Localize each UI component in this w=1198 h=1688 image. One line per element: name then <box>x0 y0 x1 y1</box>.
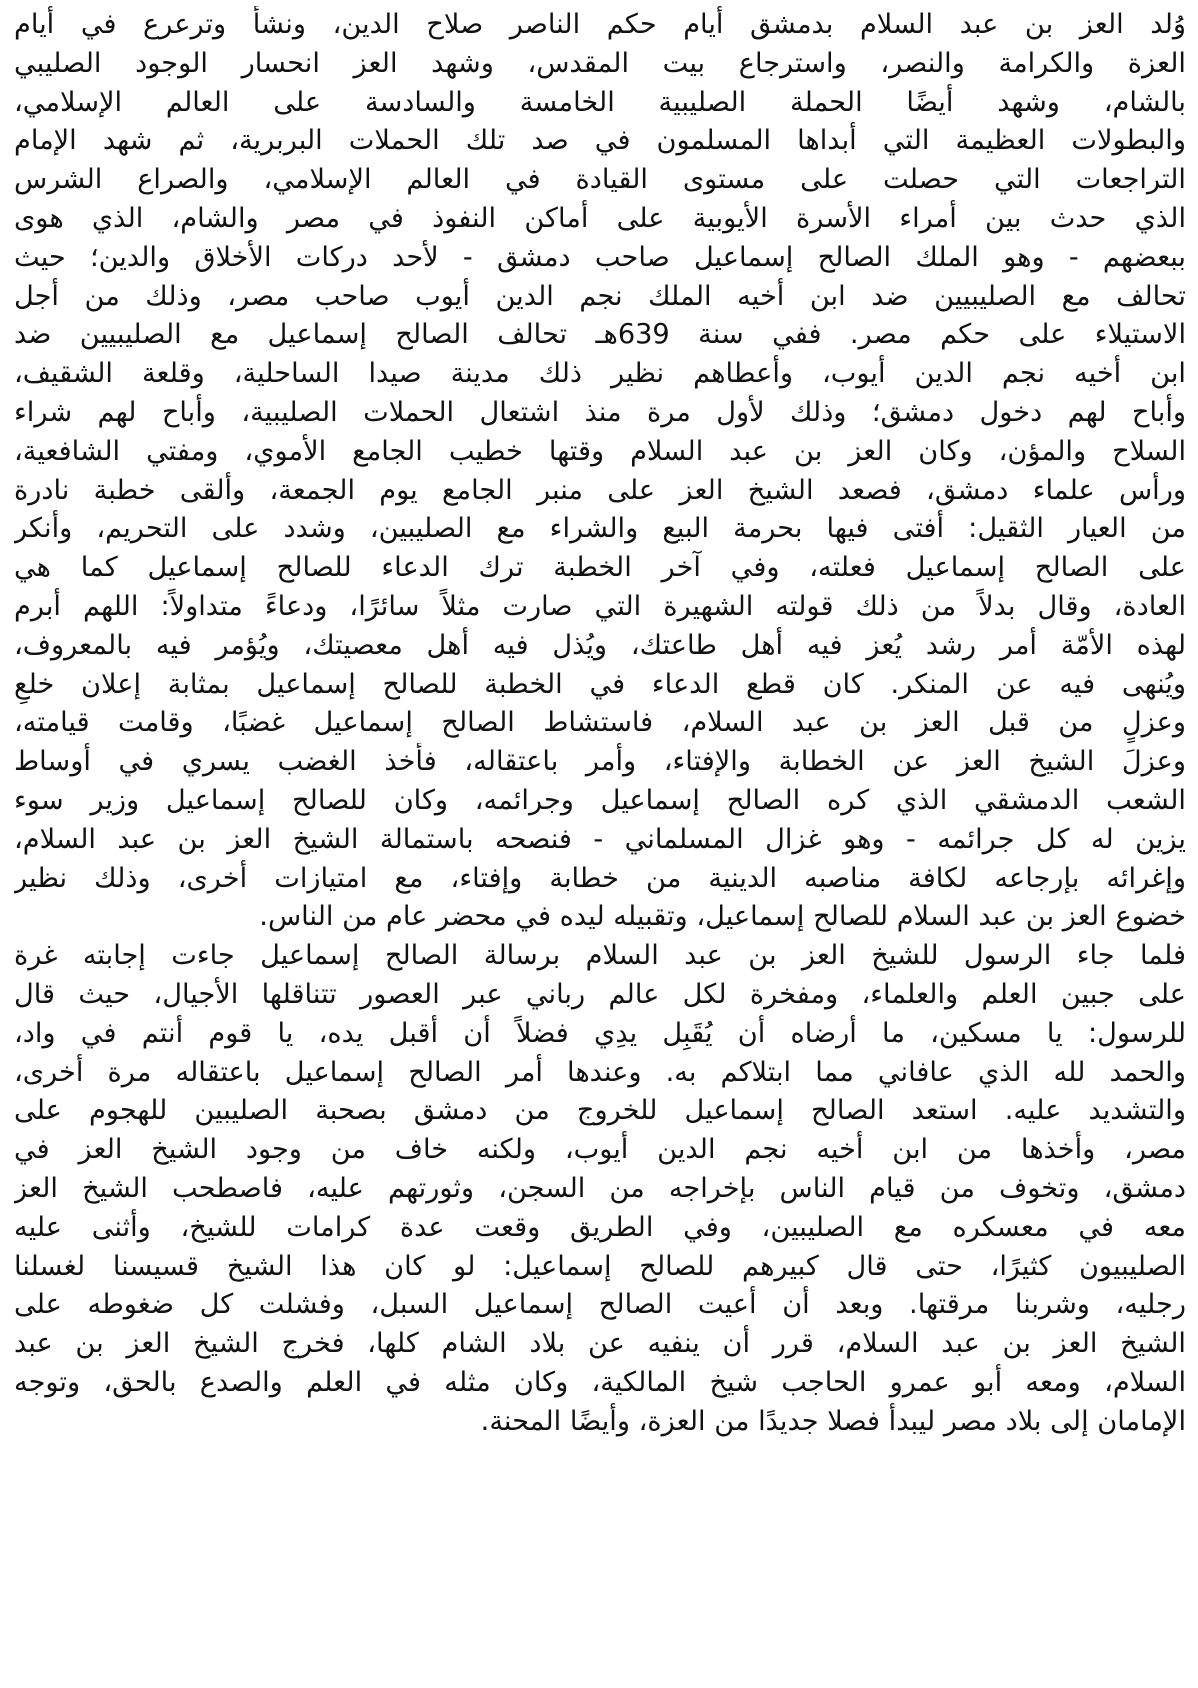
text-line: للرسول: يا مسكين، ما أرضاه أن يُقَبِل يدِي فضلاً أن أقبل يده، يا قوم أنتم في واد، <box>14 1017 1186 1049</box>
text-line: التراجعات التي حصلت على مستوى القيادة في العالم الإسلامي، والصراع الشرس <box>14 164 1186 196</box>
text-line: معه في معسكره مع الصليبين، وفي الطريق وقعت عدة كرامات للشيخ، وأثنى عليه <box>14 1211 1186 1243</box>
text-line: العادة، وقال بدلاً من ذلك قولته الشهيرة التي صارت مثلاً سائرًا، ودعاءً متداولاً: اللهم أبرم <box>14 590 1186 622</box>
text-line: دمشق، وتخوف من قيام الناس بإخراجه من السجن، وثورتهم عليه، فاصطحب الشيخ العز <box>14 1172 1186 1204</box>
text-line: وإغرائه بإرجاعه لكافة مناصبه الدينية من خطابة وإفتاء، مع امتيازات أخرى، وذلك نظير <box>14 862 1186 894</box>
text-line: الشيخ العز بن عبد السلام، قرر أن ينفيه عن بلاد الشام كلها، فخرج الشيخ العز بن عبد <box>14 1328 1186 1360</box>
text-line: والبطولات العظيمة التي أبداها المسلمون في صد تلك الحملات البربرية، ثم شهد الإمام <box>14 125 1186 157</box>
text-line: ابن أخيه نجم الدين أيوب، وأعطاهم نظير ذلك مدينة صيدا الساحلية، وقلعة الشقيف، <box>14 358 1186 390</box>
text-line: ويُنهى فيه عن المنكر. كان قطع الدعاء في الخطبة للصالح إسماعيل بمثابة إعلان خلعٍ <box>14 668 1186 700</box>
text-line: وُلد العز بن عبد السلام بدمشق أيام حكم الناصر صلاح الدين، ونشأ وترعرع في أيام <box>14 9 1186 40</box>
text-line: من العيار الثقيل: أفتى فيها بحرمة البيع والشراء مع الصليبين، وشدد على التحريم، وأنكر <box>14 513 1186 545</box>
text-line: وعزلٍ من قبل العز بن عبد السلام، فاستشاط الصالح إسماعيل غضبًا، وقامت قيامته، <box>14 707 1186 739</box>
text-line: ببعضهم - وهو الملك الصالح إسماعيل صاحب دمشق - لأحد دركات الأخلاق والدين؛ حيث <box>14 241 1186 273</box>
text-line: لهذه الأمّة أمر رشد يُعز فيه أهل طاعتك، ويُذل فيه أهل معصيتك، ويُؤمر فيه بالمعروف، <box>14 629 1186 661</box>
document-page <box>14 6 1186 1682</box>
text-line: تحالف مع الصليبيين ضد ابن أخيه الملك نجم الدين أيوب صاحب مصر، وذلك من أجل <box>14 280 1186 312</box>
text-line: على الصالح إسماعيل فعلته، وفي آخر الخطبة ترك الدعاء للصالح إسماعيل كما هي <box>14 552 1186 584</box>
text-line: الصليبيون كثيرًا، حتى قال كبيرهم للصالح إسماعيل: لو كان هذا الشيخ قسيسنا لغسلنا <box>14 1250 1186 1282</box>
text-line: وأباح لهم دخول دمشق؛ وذلك لأول مرة منذ اشتعال الحملات الصليبية، وأباح لهم شراء <box>14 396 1186 428</box>
text-line: يزين له كل جرائمه - وهو غزال المسلماني - فنصحه باستمالة الشيخ العز بن عبد السلام، <box>14 823 1186 855</box>
text-line: الاستيلاء على حكم مصر. ففي سنة 639هـ تحالف الصالح إسماعيل مع الصليبيين ضد <box>14 319 1186 351</box>
text-line: رجليه، وشربنا مرقتها. وبعد أن أعيت الصالح إسماعيل السبل، وفشلت كل ضغوطه على <box>14 1289 1186 1321</box>
text-line: والحمد لله الذي عافاني مما ابتلاكم به. وعندها أمر الصالح إسماعيل باعتقاله مرة أخرى، <box>14 1056 1186 1088</box>
text-line: السلام، ومعه أبو عمرو الحاجب شيخ المالكية، وكان مثله في العلم والصدع بالحق، وتوجه <box>14 1366 1186 1398</box>
text-line: العزة والكرامة والنصر، واسترجاع بيت المقدس، وشهد العز انحسار الوجود الصليبي <box>14 47 1186 79</box>
text-line: ورأس علماء دمشق، فصعد الشيخ العز على منبر الجامع يوم الجمعة، وألقى خطبة نادرة <box>14 474 1186 506</box>
text-line: بالشام، وشهد أيضًا الحملة الصليبية الخامسة والسادسة على العالم الإسلامي، <box>14 86 1186 118</box>
text-line: الذي حدث بين أمراء الأسرة الأيوبية على أماكن النفوذ في مصر والشام، الذي هوى <box>14 202 1186 234</box>
text-line: خضوع العز بن عبد السلام للصالح إسماعيل، وتقبيله ليده في محضر عام من الناس. <box>259 901 1186 933</box>
text-line: والتشديد عليه. استعد الصالح إسماعيل للخروج من دمشق بصحبة الصليبين للهجوم على <box>14 1095 1186 1127</box>
text-line: وعزلَ الشيخ العز عن الخطابة والإفتاء، وأمر باعتقاله، فأخذ الغضب يسري في أوساط <box>14 746 1186 778</box>
text-line: فلما جاء الرسول للشيخ العز بن عبد السلام برسالة الصالح إسماعيل جاءت إجابته غرة <box>14 940 1186 972</box>
text-line: على جبين العلم والعلماء، ومفخرة لكل عالم رباني عبر العصور تتناقلها الأجيال، حيث قال <box>14 978 1186 1010</box>
text-line: السلاح والمؤن، وكان العز بن عبد السلام وقتها خطيب الجامع الأموي، ومفتي الشافعية، <box>14 435 1186 467</box>
text-line: مصر، وأخذها من ابن أخيه نجم الدين أيوب، ولكنه خاف من وجود الشيخ العز في <box>14 1134 1186 1166</box>
text-line: الشعب الدمشقي الذي كره الصالح إسماعيل وجرائمه، وكان للصالح إسماعيل وزير سوء <box>14 784 1186 816</box>
text-line: الإمامان إلى بلاد مصر ليبدأ فصلا جديدًا من العزة، وأيضًا المحنة. <box>480 1405 1186 1437</box>
